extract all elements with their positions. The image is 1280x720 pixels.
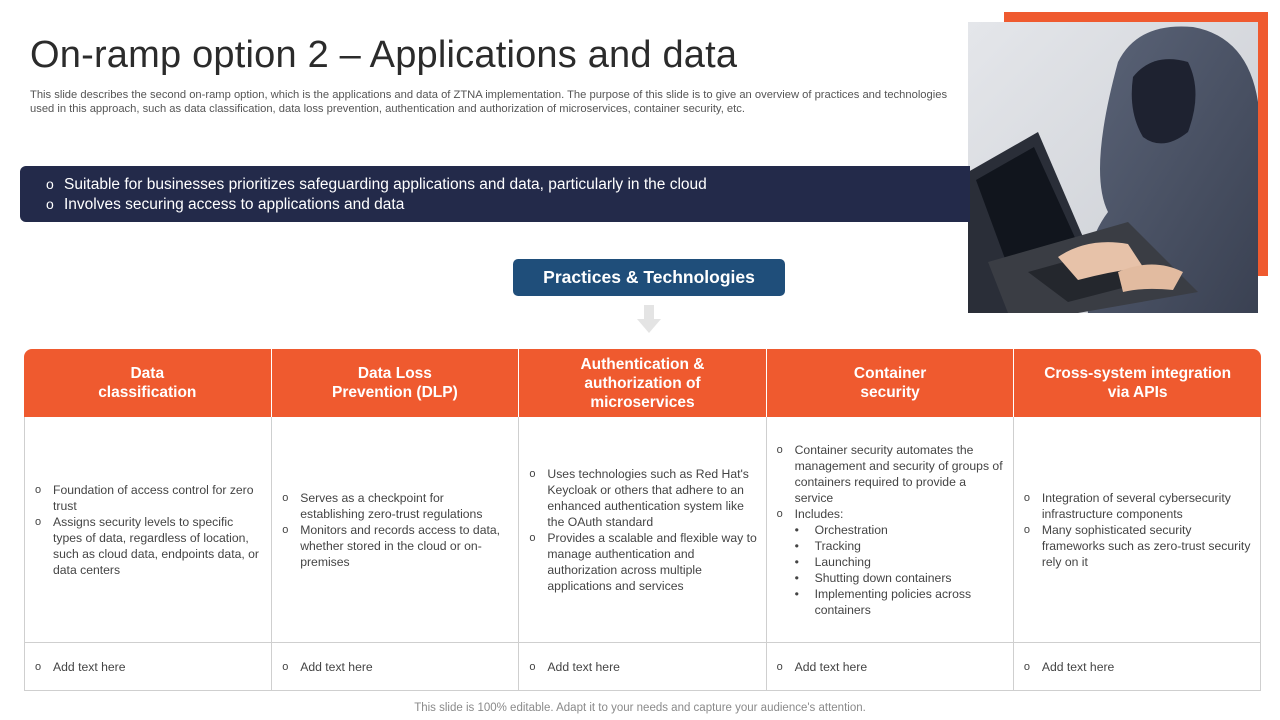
banner-item: [46, 195, 970, 215]
list-item: o Monitors and records access to data, whether stored in the cloud or on-premises: [282, 522, 501, 569]
list-item: o Container security automates the management and security of groups of containers required to provide a service: [776, 442, 1003, 505]
table-cell: [272, 643, 519, 691]
column-header-data-classification: Data classification: [24, 349, 272, 417]
list-item: o Foundation of access control for zero trust: [35, 482, 254, 513]
list-item: o Add text here: [529, 659, 620, 674]
column-header-cross-system-integration: Cross-system integration via APIs: [1014, 349, 1261, 417]
list-item: o Uses technologies such as Red Hat's Keycloak or others that adhere to an enhanced authentication system like the OAuth standard: [529, 466, 749, 529]
banner-item: [46, 175, 970, 195]
sub-list-item: • Implementing policies across containers: [794, 586, 972, 617]
footer-note: This slide is 100% editable. Adapt it to your needs and capture your audience's attention.: [414, 702, 866, 714]
banner-item-text: Suitable for businesses prioritizes safeguarding applications and data, particularly in the cloud: [64, 176, 707, 193]
table-cell: [272, 417, 519, 643]
table-header-row: [24, 349, 1261, 417]
table-cell: [25, 643, 272, 691]
column-header-authentication: Authentication & authorization of microservices: [519, 349, 767, 417]
table-cell: [1014, 643, 1261, 691]
summary-banner: [20, 166, 970, 222]
list-item: o Many sophisticated security frameworks such as zero-trust security rely on it: [1023, 522, 1251, 569]
table-cell: [767, 417, 1014, 643]
table-cell: [25, 417, 272, 643]
down-arrow-icon: [637, 305, 661, 335]
table-cell: [519, 417, 766, 643]
list-item: o Add text here: [776, 659, 868, 674]
list-item: o Add text here: [282, 659, 373, 674]
list-item: o Includes: • Orchestration • Tracking • Launching • Shutting down containers • Implementing policies across containers: [777, 506, 1005, 618]
practices-table: [24, 349, 1261, 691]
table-body-row: [24, 417, 1261, 643]
sub-list-item: • Orchestration: [794, 522, 888, 537]
page-title: On-ramp option 2 – Applications and data: [30, 34, 738, 76]
sub-list-item: • Launching: [794, 554, 871, 569]
list-item: o Add text here: [1023, 659, 1115, 674]
table-cell: [1014, 417, 1261, 643]
practices-technologies-label: Practices & Technologies: [513, 259, 785, 296]
list-item: o Add text here: [35, 659, 126, 674]
column-header-container-security: Container security: [767, 349, 1015, 417]
sub-list-item: • Tracking: [794, 538, 861, 553]
list-item: o Assigns security levels to specific types of data, regardless of location, such as cloud data, endpoints data, or data centers: [35, 514, 259, 577]
banner-bullet: o: [46, 176, 54, 192]
column-header-dlp: Data Loss Prevention (DLP): [272, 349, 520, 417]
sub-list-item: • Shutting down containers: [794, 570, 952, 585]
banner-bullet: o: [46, 195, 54, 212]
banner-item-text: Involves securing access to applications and data: [64, 195, 405, 213]
table-cell: [767, 643, 1014, 691]
list-item: o Integration of several cybersecurity infrastructure components: [1023, 490, 1231, 521]
page-description: This slide describes the second on-ramp option, which is the applications and data of ZTNA implementation. The purpose of this slide is to give an overview of practices and technologies used in this approach, such as data classification, data loss prevention, authentication and authorization of microservices, container security, etc.: [30, 89, 948, 115]
table-footer-row: [24, 643, 1261, 691]
hacker-photo: [968, 22, 1258, 313]
table-cell: [519, 643, 766, 691]
list-item: o Serves as a checkpoint for establishing zero-trust regulations: [282, 490, 483, 521]
list-item: o Provides a scalable and flexible way to manage authentication and authorization across multiple applications and services: [529, 530, 757, 593]
